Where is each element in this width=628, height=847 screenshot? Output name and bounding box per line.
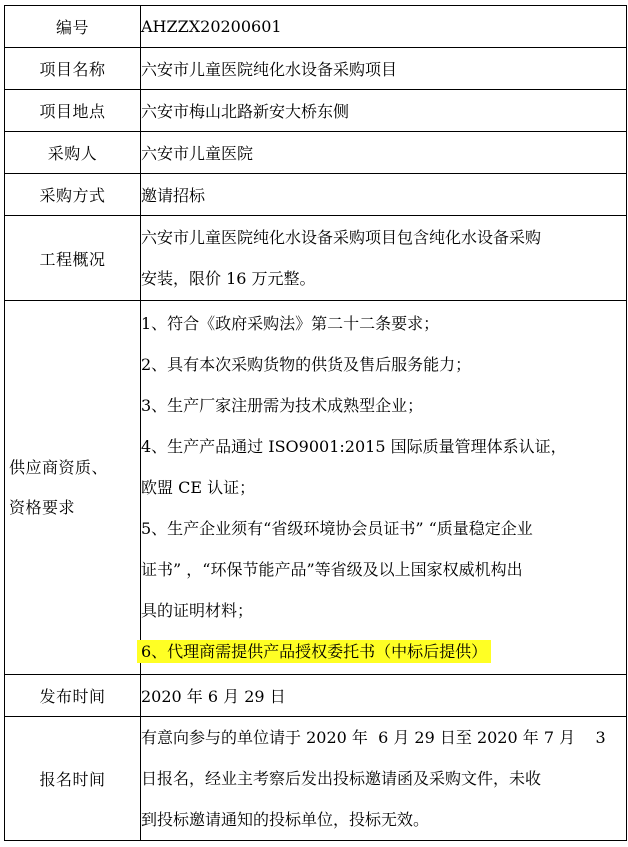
overview-line: 六安市儿童医院纯化水设备采购项目包含纯化水设备采购	[141, 228, 542, 247]
value-procurement-method: 邀请招标	[141, 174, 627, 216]
label-project-location: 项目地点	[5, 90, 141, 132]
requirement-line: 证书” ，“环保节能产品”等省级及以上国家权威机构出	[141, 560, 523, 579]
overview-line: 安装，限价 16 万元整。	[141, 269, 316, 288]
requirement-line: 具的证明材料；	[141, 601, 254, 620]
registration-line: 到投标邀请通知的投标单位，投标无效。	[141, 810, 430, 829]
requirement-line: 1、符合《政府采购法》第二十二条要求；	[141, 314, 440, 333]
registration-line: 有意向参与的单位请于 2020 年 6 月 29 日至 2020 年 7 月 3	[141, 728, 606, 747]
table-row	[5, 675, 627, 717]
highlighted-text: 6、代理商需提供产品授权委托书（中标后提供）	[137, 640, 491, 663]
label-project-overview: 工程概况	[5, 216, 141, 301]
label-project-name: 项目名称	[5, 48, 141, 90]
requirement-line: 2、具有本次采购货物的供货及售后服务能力；	[141, 355, 472, 374]
value-registration-period	[141, 717, 627, 841]
label-line: 供应商资质、	[9, 457, 109, 477]
label-line: 资格要求	[9, 497, 76, 517]
value-number: AHZZX20200601	[141, 6, 627, 48]
label-registration-period: 报名时间	[5, 717, 141, 841]
label-supplier-qualifications	[5, 301, 141, 675]
table-row	[5, 717, 627, 841]
requirement-line-highlighted	[141, 631, 626, 672]
label-publish-date: 发布时间	[5, 675, 141, 717]
table-row	[5, 90, 627, 132]
requirement-line: 3、生产厂家注册需为技术成熟型企业；	[141, 396, 424, 415]
table-row	[5, 48, 627, 90]
procurement-info-table	[4, 5, 627, 841]
document-page	[4, 5, 626, 841]
value-project-overview	[141, 216, 627, 301]
value-publish-date: 2020 年 6 月 29 日	[141, 675, 627, 717]
value-purchaser: 六安市儿童医院	[141, 132, 627, 174]
value-project-location: 六安市梅山北路新安大桥东侧	[141, 90, 627, 132]
registration-line: 日报名，经业主考察后发出投标邀请函及采购文件，未收	[141, 769, 542, 788]
requirement-line: 4、生产产品通过 ISO9001:2015 国际质量管理体系认证，	[141, 437, 567, 456]
table-row	[5, 301, 627, 675]
table-row	[5, 132, 627, 174]
label-procurement-method: 采购方式	[5, 174, 141, 216]
value-supplier-qualifications	[141, 301, 627, 675]
table-row	[5, 174, 627, 216]
requirement-line: 欧盟 CE 认证；	[141, 478, 256, 497]
value-project-name: 六安市儿童医院纯化水设备采购项目	[141, 48, 627, 90]
table-row	[5, 216, 627, 301]
label-purchaser: 采购人	[5, 132, 141, 174]
label-number: 编号	[5, 6, 141, 48]
requirement-line: 5、生产企业须有“省级环境协会员证书” “质量稳定企业	[141, 519, 533, 538]
table-row	[5, 6, 627, 48]
